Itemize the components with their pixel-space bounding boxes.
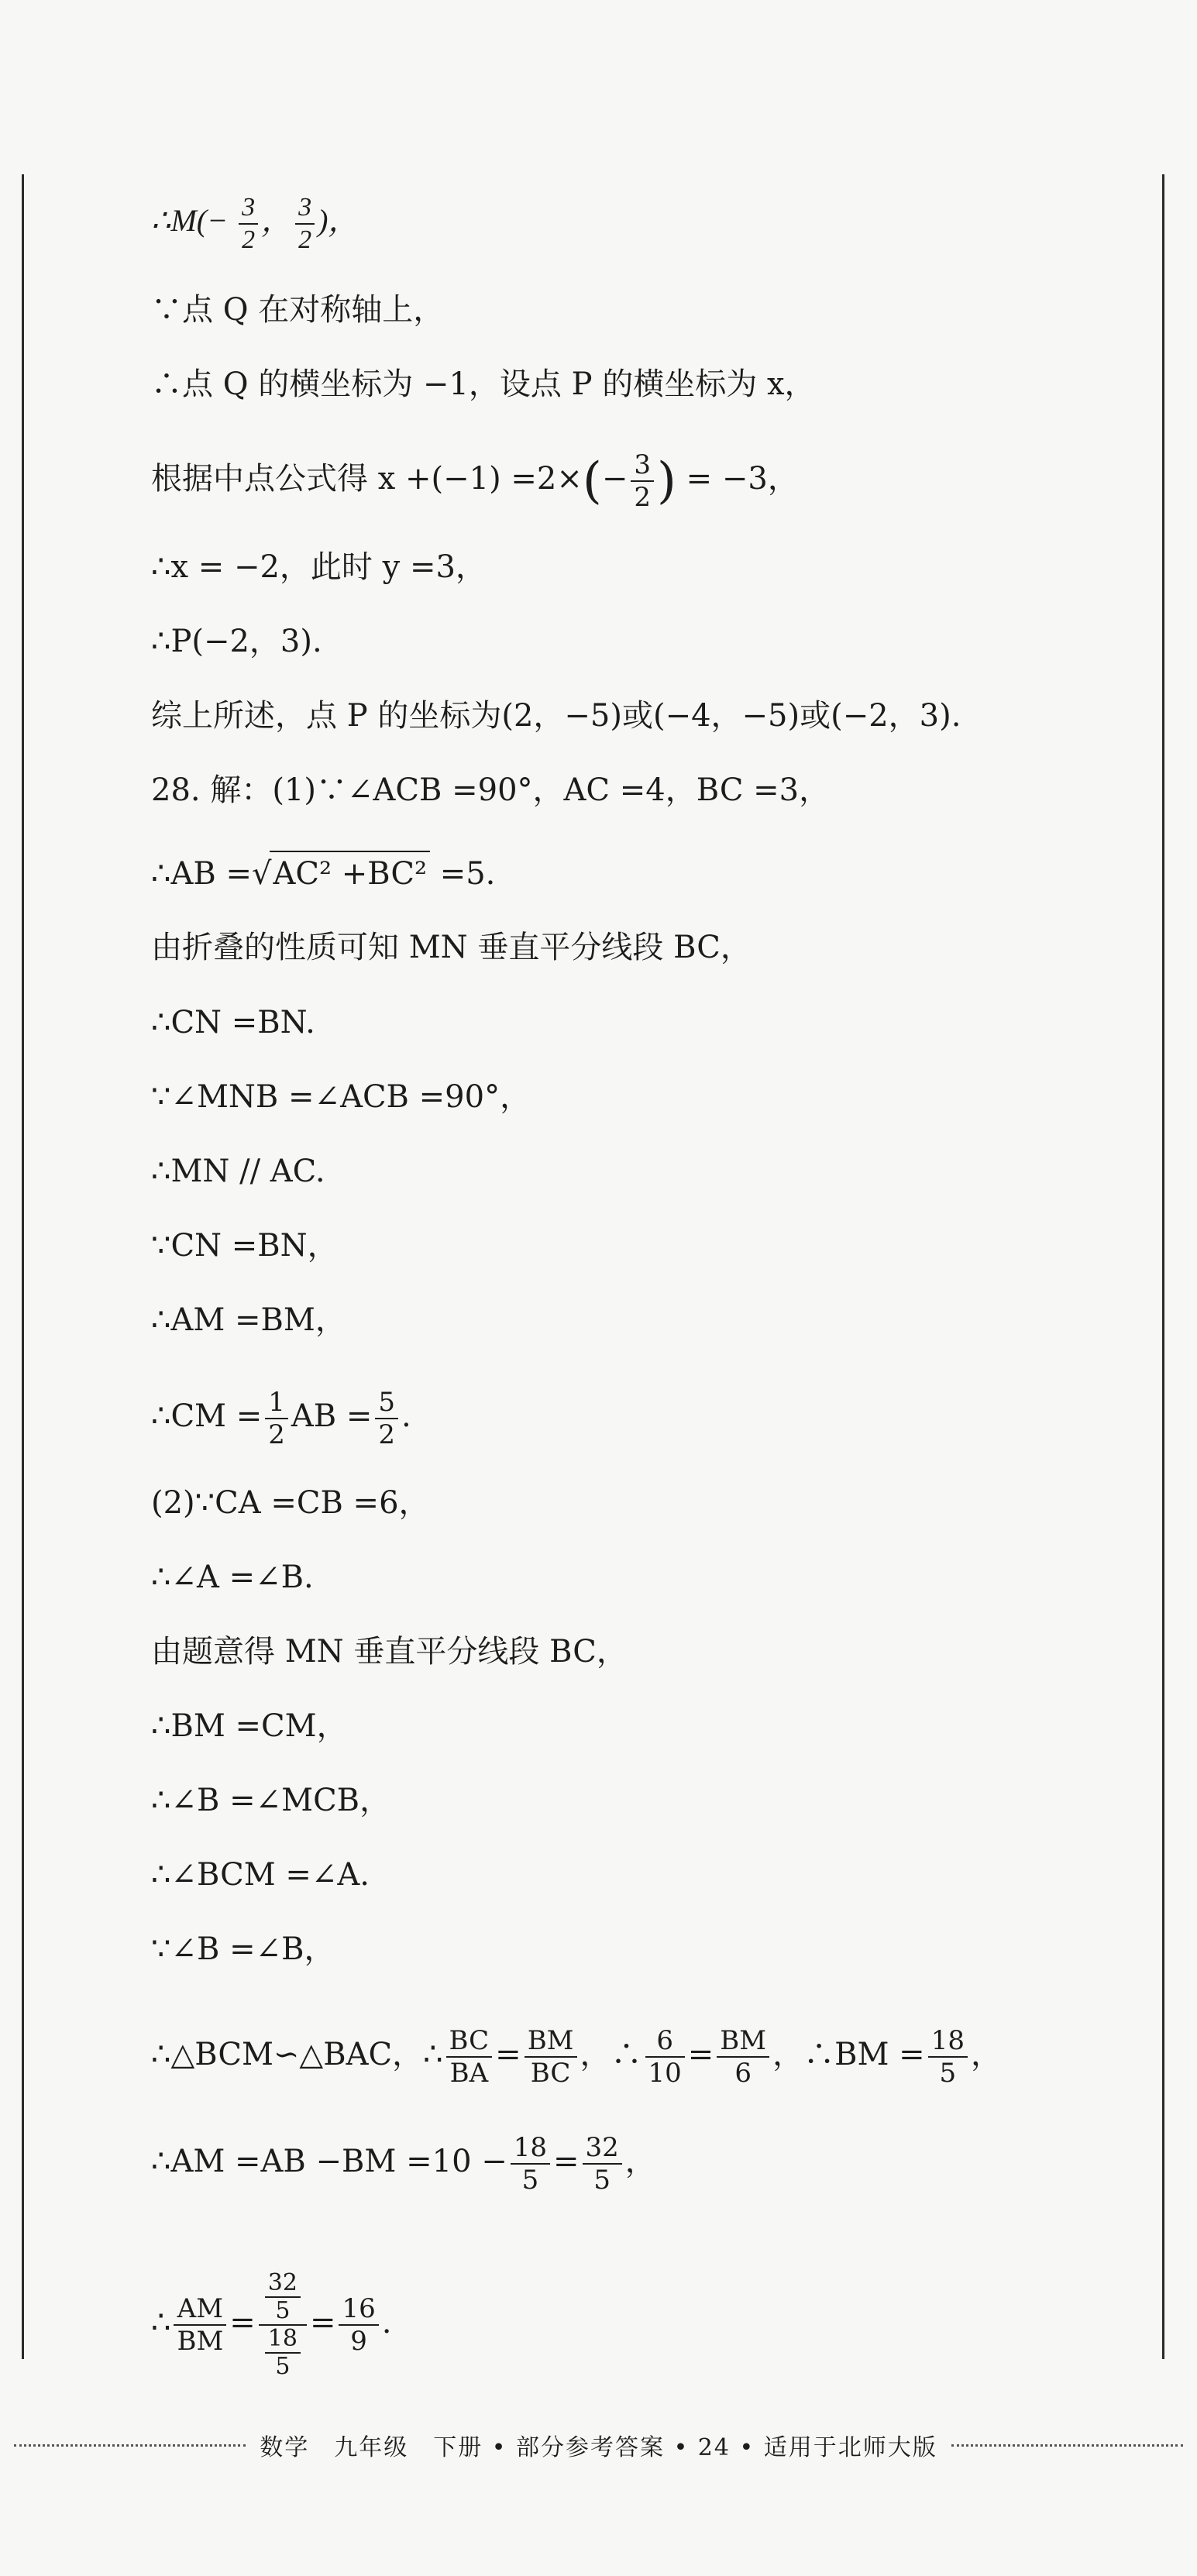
denominator: 10	[648, 2058, 682, 2089]
solution-line: ∵∠B =∠B，	[151, 1931, 335, 1967]
solution-line-ratio	[151, 2270, 391, 2380]
fraction	[928, 2025, 968, 2089]
fraction	[717, 2025, 769, 2089]
denominator: 2	[242, 225, 256, 254]
denominator: BM	[177, 2326, 224, 2357]
equals-sign: =	[229, 2305, 256, 2340]
solution-line: ∵CN =BN，	[151, 1228, 339, 1264]
solution-line: ∴BM =CM，	[151, 1708, 348, 1744]
fraction	[446, 2025, 493, 2089]
fraction	[239, 192, 258, 256]
numerator: BM	[717, 2025, 769, 2058]
numerator: 3	[239, 192, 258, 225]
expr-text: M(−	[170, 203, 229, 239]
solution-line: ∴∠B =∠MCB，	[151, 1783, 391, 1818]
numerator: 32	[583, 2132, 622, 2165]
denominator: 2	[268, 1419, 285, 1450]
fraction	[265, 2326, 301, 2380]
denominator: 5	[521, 2165, 539, 2196]
fraction	[645, 2025, 685, 2089]
solution-line: ∵点 Q 在对称轴上，	[151, 292, 445, 328]
part-2-heading: (2)∵CA =CB =6，	[151, 1485, 430, 1521]
numerator: 32	[265, 2270, 301, 2298]
solution-line: 综上所述，点 P 的坐标为(2，−5)或(−4，−5)或(−2，3).	[151, 698, 961, 734]
footer-dotted-rule-right	[951, 2444, 1183, 2447]
numerator: 3	[295, 192, 315, 225]
minus-sign: −	[601, 461, 628, 497]
expr-text: = −3，	[676, 461, 799, 497]
expr-text: ，∴BM =	[772, 2037, 925, 2072]
numerator: AM	[174, 2293, 226, 2326]
solution-line: 由题意得 MN 垂直平分线段 BC，	[151, 1634, 628, 1670]
compound-denominator	[259, 2326, 307, 2380]
paren-open: (	[582, 452, 602, 510]
solution-line-am	[151, 2132, 656, 2196]
denominator: BA	[449, 2058, 489, 2089]
numerator: BC	[446, 2025, 493, 2058]
fraction	[295, 192, 315, 256]
solution-line: ∴MN // AC.	[151, 1154, 325, 1189]
solution-line: ∴∠A =∠B.	[151, 1560, 314, 1595]
equals-sign: =	[309, 2305, 336, 2340]
therefore-symbol: ∴	[151, 2305, 171, 2340]
numerator: 1	[265, 1387, 288, 1419]
numerator: 5	[375, 1387, 398, 1419]
fraction	[339, 2293, 378, 2357]
compound-numerator	[259, 2270, 307, 2326]
solution-line: ∴x = −2，此时 y =3，	[151, 549, 487, 585]
expr-text: ∴AM =AB −BM =10 −	[151, 2144, 507, 2179]
numerator: BM	[525, 2025, 577, 2058]
expr-text: AB =	[291, 1398, 373, 1434]
expr-text: .	[381, 2305, 392, 2340]
numerator: 18	[265, 2326, 301, 2354]
right-margin-rule	[1162, 174, 1164, 2359]
solution-line-similar	[151, 2025, 1002, 2089]
denominator: 2	[298, 225, 312, 254]
denominator: 9	[350, 2326, 367, 2357]
expr-text: =5.	[430, 856, 496, 892]
numerator: 3	[631, 449, 654, 482]
solution-line: ∴P(−2，3).	[151, 624, 322, 659]
solution-line-cm	[151, 1387, 411, 1450]
expr-text: ∴CM =	[151, 1398, 263, 1434]
fraction	[375, 1387, 398, 1450]
solution-line: 由折叠的性质可知 MN 垂直平分线段 BC，	[151, 930, 752, 965]
fraction	[525, 2025, 577, 2089]
solution-line-point-m	[151, 192, 359, 256]
equals-sign: =	[687, 2037, 714, 2072]
solution-line: ∴点 Q 的横坐标为 −1，设点 P 的横坐标为 x，	[151, 366, 816, 402]
fraction	[265, 2270, 301, 2324]
solution-line: ∴AM =BM，	[151, 1302, 346, 1338]
fraction	[174, 2293, 226, 2357]
expr-text: ∴△BCM∽△BAC，∴	[151, 2037, 443, 2072]
denominator: 5	[939, 2058, 957, 2089]
equals-sign: =	[495, 2037, 521, 2072]
footer-dotted-rule-left	[14, 2444, 246, 2447]
radicand: AC² +BC²	[270, 851, 430, 896]
expr-text: )，	[318, 203, 359, 239]
fraction	[631, 449, 654, 513]
fraction	[583, 2132, 622, 2196]
solution-line-sqrt	[151, 851, 495, 896]
expr-text: ，	[261, 203, 293, 239]
expr-text: 根据中点公式得 x +(−1) =2×	[151, 461, 583, 497]
expr-text: ，∴	[580, 2037, 642, 2072]
denominator: BC	[530, 2058, 571, 2089]
denominator: 5	[275, 2353, 291, 2380]
denominator: 5	[275, 2297, 291, 2324]
numerator: 18	[928, 2025, 968, 2058]
compound-fraction	[259, 2270, 307, 2380]
numerator: 16	[339, 2293, 378, 2326]
expr-text: .	[401, 1398, 411, 1434]
numerator: 6	[645, 2025, 685, 2058]
page-footer	[0, 2423, 1197, 2467]
denominator: 5	[593, 2165, 611, 2196]
expr-text: ∴AB =√	[151, 856, 272, 892]
numerator: 18	[511, 2132, 550, 2165]
therefore-symbol: ∴	[151, 203, 171, 239]
equals-sign: =	[553, 2144, 580, 2179]
solution-line-midpoint	[151, 449, 799, 513]
paren-close: )	[657, 452, 676, 510]
fraction	[511, 2132, 550, 2196]
expr-text: ，	[624, 2144, 656, 2179]
denominator: 6	[734, 2058, 752, 2089]
problem-28-heading: 28. 解：(1)∵∠ACB =90°，AC =4，BC =3，	[151, 772, 831, 808]
denominator: 2	[378, 1419, 396, 1450]
denominator: 2	[634, 482, 651, 513]
solution-line: ∵∠MNB =∠ACB =90°，	[151, 1079, 531, 1115]
solution-line: ∴∠BCM =∠A.	[151, 1857, 370, 1893]
solution-line: ∴CN =BN.	[151, 1005, 315, 1040]
footer-text: 数学 九年级 下册 • 部分参考答案 • 24 • 适用于北师大版	[260, 2434, 937, 2461]
expr-text: ，	[970, 2037, 1002, 2072]
fraction	[265, 1387, 288, 1450]
left-margin-rule	[22, 174, 24, 2359]
